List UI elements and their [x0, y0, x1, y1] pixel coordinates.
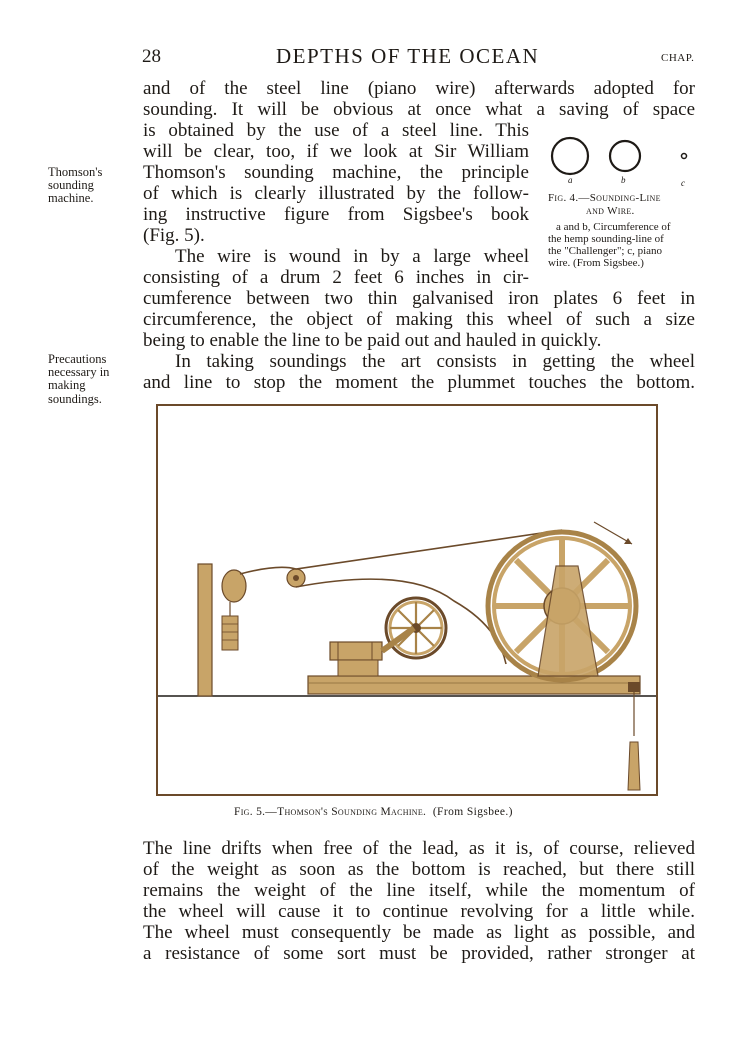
- body-line-4: will be clear, too, if we look at Sir William: [143, 141, 529, 162]
- fig4-circle-b: [610, 141, 640, 171]
- body-line-12: circumference, the object of making this wheel of such a size: [143, 309, 695, 330]
- bottom-line-5: The wheel must consequently be made as light as possible, and: [143, 922, 695, 943]
- body-line-11: cumference between two thin galvanised iron plates 6 feet in: [143, 288, 695, 309]
- body-line-6: of which is clearly illustrated by the follow-: [143, 183, 529, 204]
- fig4-caption-title2: and Wire.: [586, 205, 635, 217]
- margin-note-precautions: Precautions necessary in making soundings.: [48, 352, 110, 406]
- left-post: [198, 564, 212, 696]
- body-line-10: consisting of a drum 2 feet 6 inches in cir-: [143, 267, 529, 288]
- fig4-caption-line-1: a and b, Circumference of: [556, 221, 671, 233]
- fig5-caption-source: (From Sigsbee.): [432, 806, 513, 818]
- fig4-caption-title: Fig. 4.—Sounding-Line: [548, 192, 661, 204]
- body-line-7: ing instructive figure from Sigsbee's book: [143, 204, 529, 225]
- body-line-14: In taking soundings the art consists in getting the wheel: [175, 351, 695, 372]
- machine-base: [308, 676, 640, 694]
- body-line-3: is obtained by the use of a steel line. This: [143, 120, 529, 141]
- plummet: [628, 742, 640, 790]
- chapter-label: CHAP.: [661, 52, 695, 64]
- body-line-8: (Fig. 5).: [143, 225, 205, 246]
- bottom-line-1: The line drifts when free of the lead, as it is, of course, relieved: [143, 838, 695, 859]
- bottom-line-6: a resistance of some sort must be provided, rather stronger at: [143, 943, 695, 964]
- body-line-13: being to enable the line to be paid out and hauled in quickly.: [143, 330, 602, 351]
- fig4-label-b: b: [621, 175, 626, 185]
- page-number: 28: [142, 46, 161, 67]
- pulley-left: [222, 570, 246, 602]
- fig4-circle-c: [682, 154, 687, 159]
- body-line-2: sounding. It will be obvious at once what a saving of space: [143, 99, 695, 120]
- fig4-caption-line-4: wire. (From Sigsbee.): [548, 257, 644, 269]
- fig4-caption-line-3: the "Challenger"; c, piano: [548, 245, 663, 257]
- wire-lower: [296, 579, 506, 664]
- fig5-caption-title: Thomson's Sounding Machine.: [277, 806, 427, 818]
- fig4-caption-line-2: the hemp sounding-line of: [548, 233, 664, 245]
- fig4-circle-a: [552, 138, 588, 174]
- margin-note-thomson: Thomson's sounding machine.: [48, 165, 103, 206]
- bottom-line-3: remains the weight of the line itself, while the momentum of: [143, 880, 695, 901]
- running-title: DEPTHS OF THE OCEAN: [276, 44, 540, 68]
- fig5-caption: [234, 806, 513, 818]
- hanging-weight: [222, 616, 238, 650]
- bottom-line-4: the wheel will cause it to continue revolving for a little while.: [143, 901, 695, 922]
- body-line-9: The wire is wound in by a large wheel: [175, 246, 529, 267]
- body-line-5: Thomson's sounding machine, the principle: [143, 162, 529, 183]
- fig5-sounding-machine-illustration: [158, 406, 656, 794]
- fig5-frame: [156, 404, 658, 796]
- body-line-1: and of the steel line (piano wire) afterwards adopted for: [143, 78, 695, 99]
- bottom-line-2: of the weight as soon as the bottom is reached, but there still: [143, 859, 695, 880]
- fig5-caption-prefix: Fig. 5.—: [234, 806, 278, 818]
- fig4-label-a: a: [568, 175, 573, 185]
- fig4-label-c: c: [681, 178, 685, 188]
- body-line-15: and line to stop the moment the plummet touches the bottom.: [143, 372, 695, 393]
